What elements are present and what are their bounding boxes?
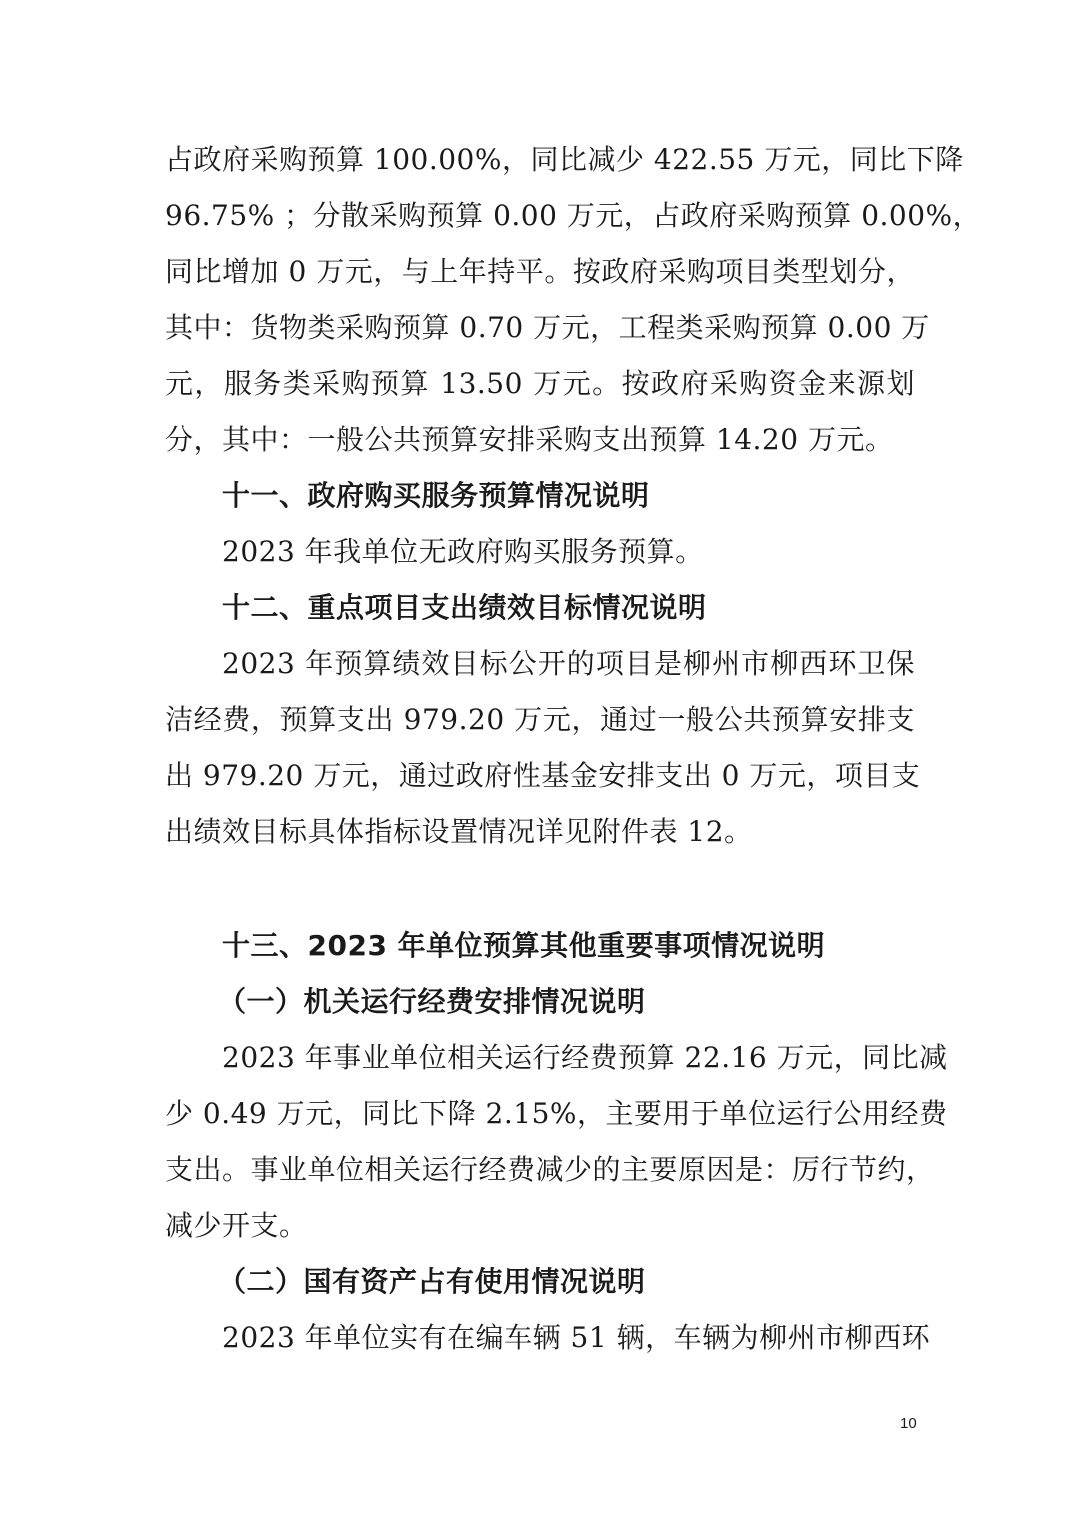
body-text-line: 2023 年事业单位相关运行经费预算 22.16 万元，同比减 bbox=[222, 1041, 948, 1074]
body-text-line: 元，服务类采购预算 13.50 万元。按政府采购资金来源划 bbox=[165, 367, 915, 400]
body-text-line: 支出。事业单位相关运行经费减少的主要原因是：厉行节约， bbox=[165, 1153, 935, 1186]
subsection-heading-13-2: （二）国有资产占有使用情况说明 bbox=[218, 1265, 646, 1298]
body-text-line: 占政府采购预算 100.00%，同比减少 422.55 万元，同比下降 bbox=[165, 143, 964, 176]
body-text-line: 2023 年我单位无政府购买服务预算。 bbox=[222, 535, 704, 568]
body-text-line: 96.75% ；分散采购预算 0.00 万元，占政府采购预算 0.00%， bbox=[165, 199, 982, 232]
body-text-line: 出 979.20 万元，通过政府性基金安排支出 0 万元，项目支 bbox=[165, 759, 921, 792]
body-text-line: 减少开支。 bbox=[165, 1209, 308, 1242]
subsection-heading-13-1: （一）机关运行经费安排情况说明 bbox=[218, 985, 646, 1018]
section-heading-11: 十一、政府购买服务预算情况说明 bbox=[222, 479, 650, 512]
body-text-line: 同比增加 0 万元，与上年持平。按政府采购项目类型划分， bbox=[165, 255, 915, 288]
body-text-line: 2023 年单位实有在编车辆 51 辆，车辆为柳州市柳西环 bbox=[222, 1321, 931, 1354]
body-text-line: 分，其中：一般公共预算安排采购支出预算 14.20 万元。 bbox=[165, 423, 894, 456]
body-text-line: 其中：货物类采购预算 0.70 万元，工程类采购预算 0.00 万 bbox=[165, 311, 930, 344]
body-text-line: 2023 年预算绩效目标公开的项目是柳州市柳西环卫保 bbox=[222, 647, 915, 680]
body-text-line: 少 0.49 万元，同比下降 2.15%，主要用于单位运行公用经费 bbox=[165, 1097, 948, 1130]
body-text-line: 洁经费，预算支出 979.20 万元，通过一般公共预算安排支 bbox=[165, 703, 915, 736]
section-heading-13: 十三、2023 年单位预算其他重要事项情况说明 bbox=[222, 929, 826, 962]
body-text-line: 出绩效目标具体指标设置情况详见附件表 12。 bbox=[165, 815, 753, 848]
page-number: 10 bbox=[900, 1415, 917, 1432]
section-heading-12: 十二、重点项目支出绩效目标情况说明 bbox=[222, 591, 707, 624]
